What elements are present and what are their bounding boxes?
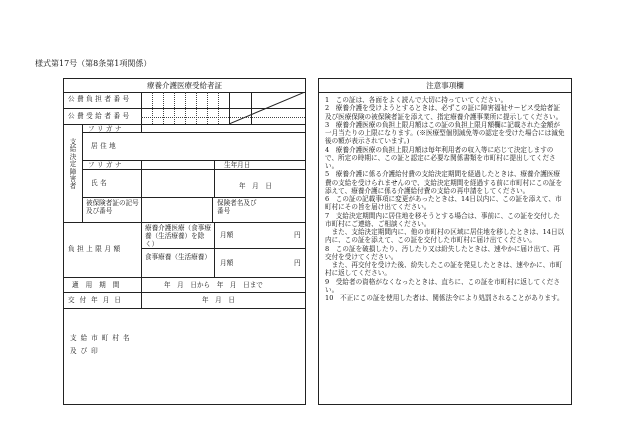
limit-label: 負担上限月額 [68,245,123,253]
food-label: 食事療養（生活療養） [145,253,211,261]
period-label: 適用期間 [72,281,127,289]
certificate-title: 療養介護医療受給者証 [64,79,305,93]
column-divider [214,222,215,277]
row-divider [82,197,305,198]
issue-label: 交付年月日 [68,296,126,304]
public-recipient-label: 公費受給者番号 [68,112,132,120]
note-item: 5 療養介護に係る介護給付費の支給決定期間を経過したときは、療養介護医療費の支給を受けられませんので、支給決定期間を経過する前に市町村にこの証を添えて、療養介護に係る介護給付費の支給の再申請をしてください。 [325,170,563,195]
medical-label: 療養介護医療（食事療養（生活療養）を除く） [145,224,211,249]
furigana-label-2: フリガナ [88,161,125,169]
column-divider [141,277,142,308]
column-divider [82,124,83,222]
birth-label: 生年月日 [224,161,251,169]
note-item: 9 受給者の資格がなくなったときは、直ちに、この証を市町村に返してください。 [325,277,560,294]
birth-date-field[interactable]: 年 月 日 [239,182,272,190]
column-divider [212,197,213,222]
public-payer-label: 公費負担者番号 [68,95,132,103]
column-divider [141,222,142,277]
insurer-label: 保険者名及び番号 [217,199,257,216]
notes-title: 注意事項欄 [319,79,571,93]
note-item: また、支給決定期間内に、他の市町村の区域に居住地を移したときは、14日以内に、この証を添えて、この証を交付した市町村に届け出てください。 [325,228,565,245]
note-item: 3 療養介護医療の負担上限月額はこの証の負担上限月額欄に記載された金額が一月当たりの上限になります。(※医療型個別減免等の認定を受けた場合には減免後の額が表示されています。) [325,120,565,146]
row-divider [64,222,305,223]
note-item: 6 この証の記載事項に変更があったときは、14日以内に、この証を添えて、市町村にその旨を届け出てください。 [325,195,562,212]
column-divider [214,160,215,197]
row-divider [82,169,305,170]
period-field[interactable]: 年 月 日から 年 月 日まで [164,281,263,289]
monthly-label-2: 月額 [220,259,234,267]
void-slash [229,92,305,124]
monthly-label: 月額 [220,231,234,239]
insured-card-label: 被保険者証の記号及び番号 [86,199,139,216]
form-number-label: 様式第17号（第8条第1項関係） [35,59,152,68]
column-divider [141,92,142,124]
note-item: 10 不正にこの証を使用した者は、関係法令により処罰されることがあります。 [325,294,564,302]
certificate-panel [63,78,306,405]
row-divider [64,277,305,278]
notes-panel [318,78,572,405]
name-label: 氏名 [91,179,110,187]
issue-date-field[interactable]: 年 月 日 [202,296,235,304]
yen-label: 円 [294,231,301,239]
column-divider [141,160,142,197]
note-item: 7 支給決定期間内に居住地を移そうとする場合は、事前に、この証を交付した市町村にご連絡、ご相談ください。 [325,211,560,228]
note-item: また、再交付を受けた後、紛失したこの証を発見したときは、速やかに、市町村に返してください。 [325,261,563,278]
note-item: 2 療養介護を受けようとするときは、必ずこの証に障害福祉サービス受給者証及び医療保険の被保険者証を添えて、指定療養介護事業所に提示してください。 [325,104,563,121]
notes-list [325,96,565,302]
address-label: 居住地 [91,142,119,150]
row-divider [64,292,305,293]
column-divider [141,124,142,132]
row-divider [64,308,305,309]
yen-label-2: 円 [294,259,301,267]
note-item: 8 この証を破損したり、汚したり又は紛失したときは、速やかに届け出て、再交付を受けてください。 [325,244,560,261]
furigana-label: フリガナ [88,125,125,133]
note-item: 1 この証は、各面をよく読んで大切に持っていてください。 [325,96,508,104]
column-divider [141,197,142,222]
note-item: 4 療養介護医療の負担上限月額は毎年利用者の収入等に応じて決定しますので、所定の時期に、この証と認定に必要な関係書類を市町村に提出してください。 [325,145,556,170]
municipality-label: 支給市町村名及び印 [70,334,134,355]
recipient-section-label: 支給決定障害者 [69,138,77,191]
